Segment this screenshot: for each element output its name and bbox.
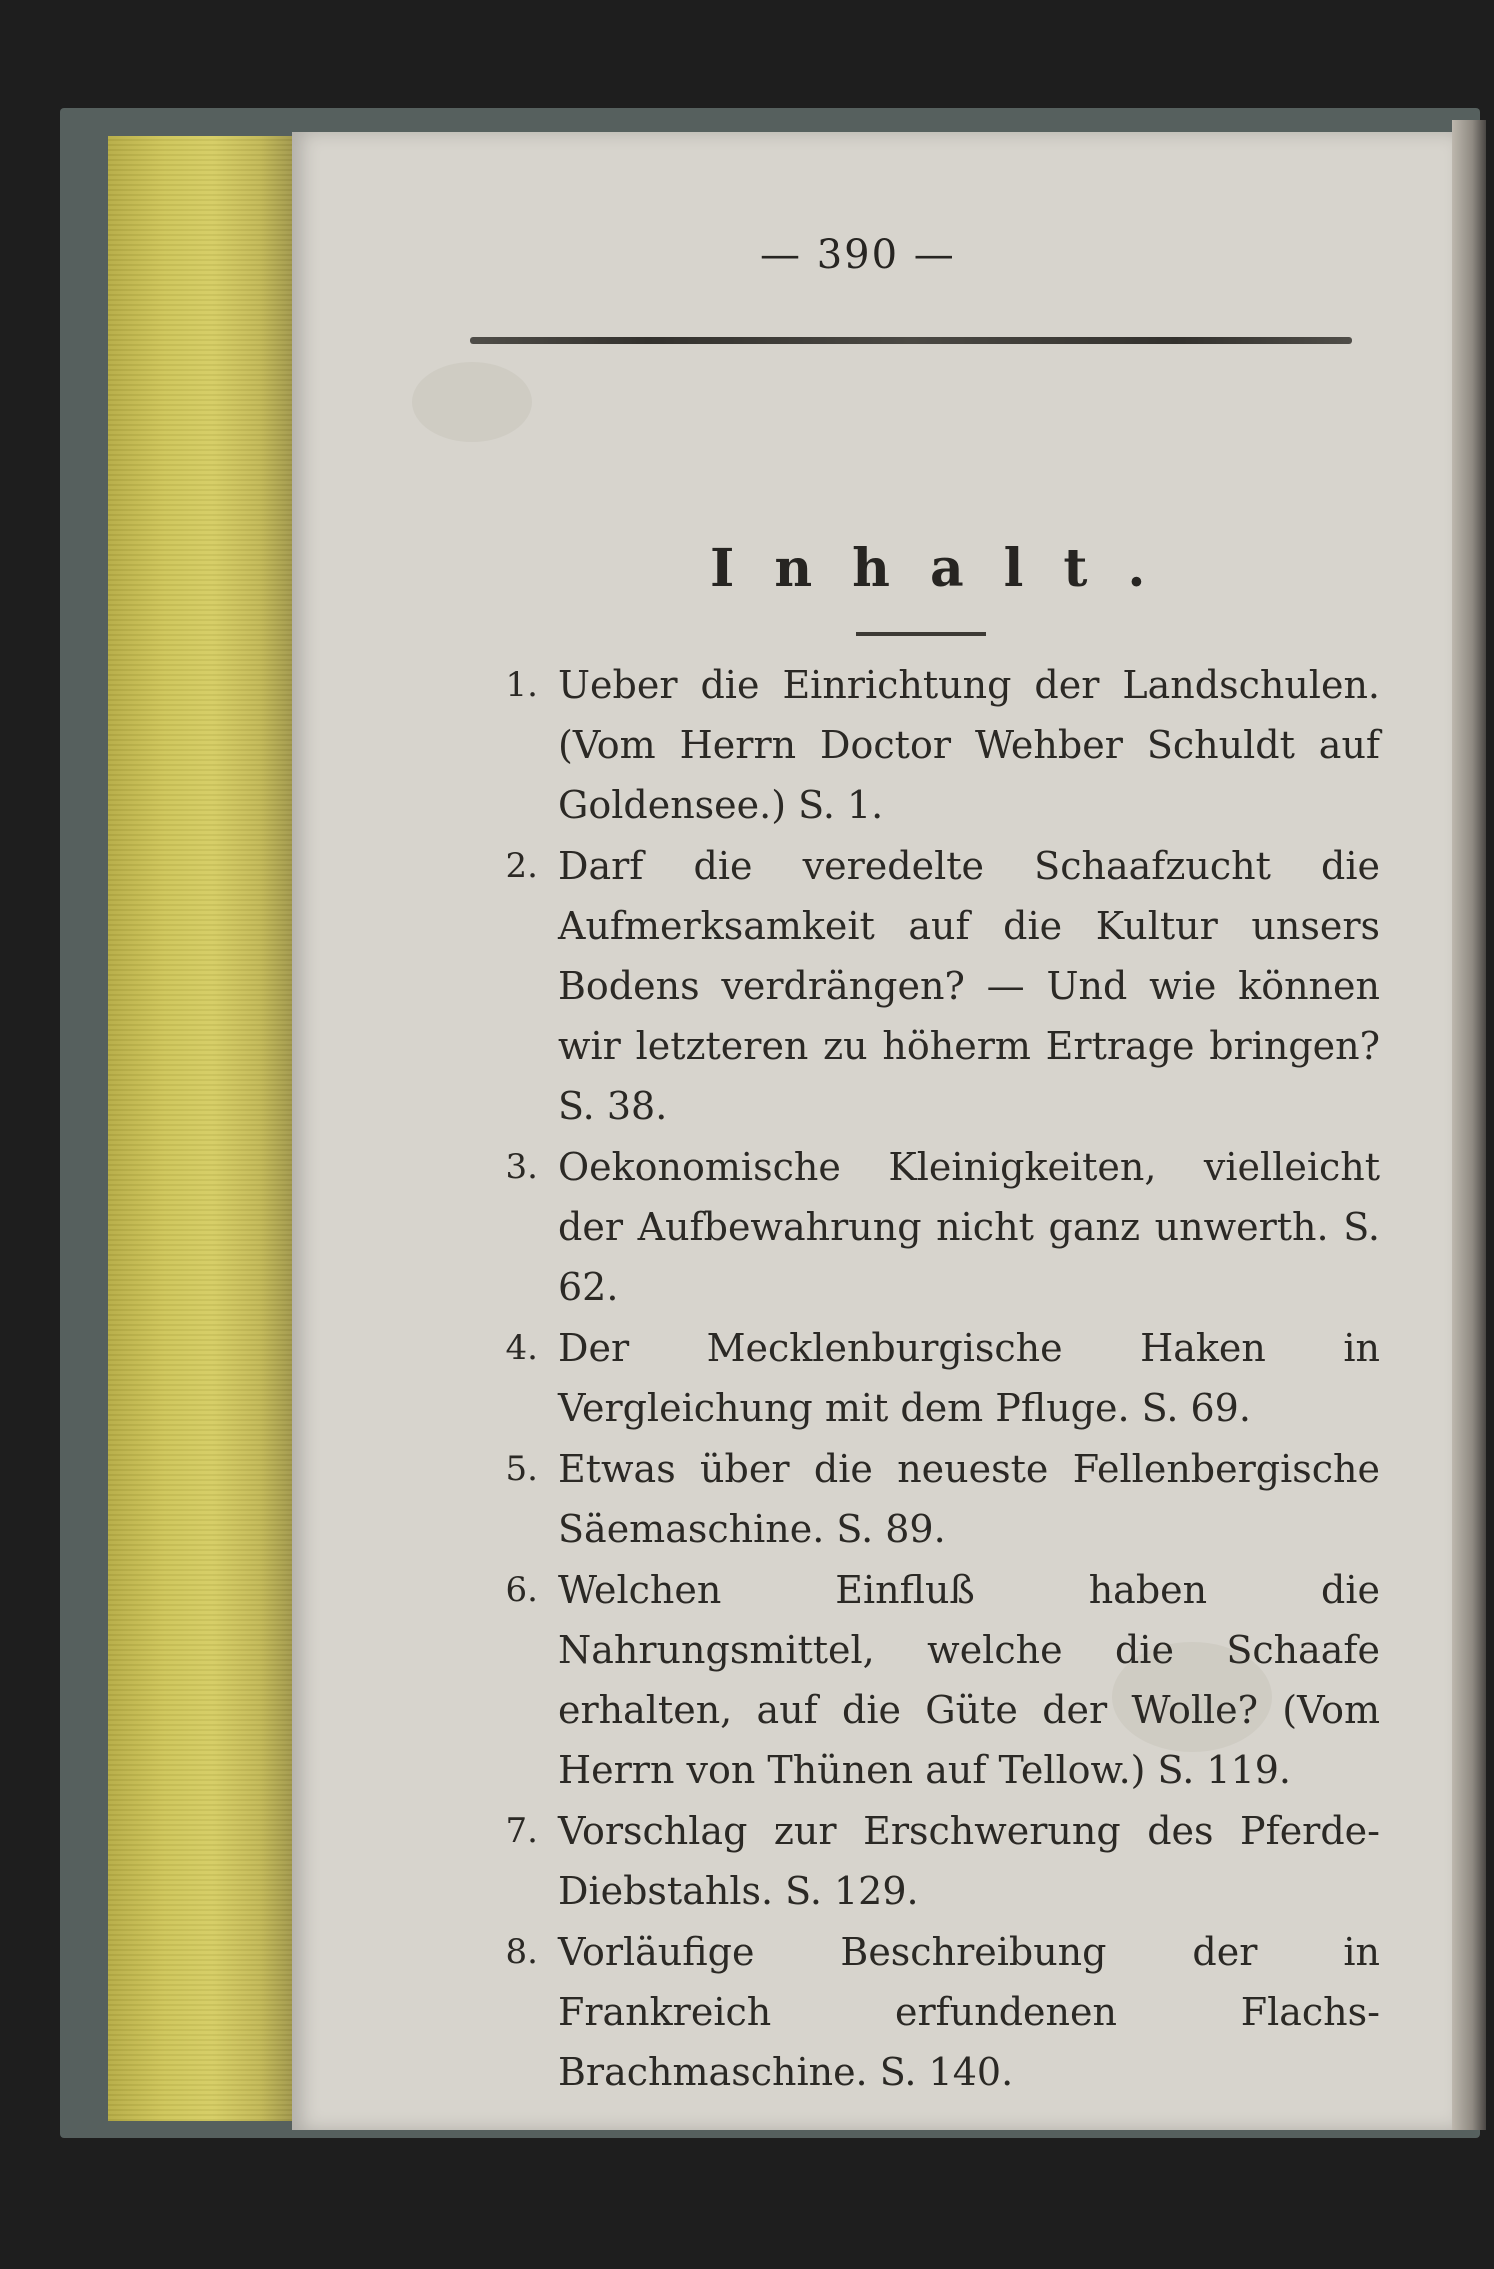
- facing-page-edge: [1452, 120, 1486, 2130]
- toc-entry-text: Vorschlag zur Erschwerung des Pferde-Diebstahls. S. 129.: [558, 1809, 1380, 1913]
- page-number: — 390 —: [760, 232, 956, 278]
- toc-entry-text: Oekonomische Kleinigkeiten, vielleicht der Aufbewahrung nicht ganz unwerth. S. 62.: [558, 1145, 1380, 1309]
- paper-stain: [412, 362, 532, 442]
- toc-entry: [490, 1439, 1380, 1559]
- table-of-contents: [490, 655, 1380, 2103]
- toc-entry: [490, 655, 1380, 835]
- toc-entry-number: 6.: [505, 1570, 538, 1610]
- toc-entry: [490, 1560, 1380, 1800]
- toc-entry: [490, 1801, 1380, 1921]
- toc-entry-number: 8.: [505, 1932, 538, 1972]
- toc-entry: [490, 1318, 1380, 1438]
- toc-entry-number: 5.: [505, 1449, 538, 1489]
- toc-entry-number: 7.: [505, 1811, 538, 1851]
- toc-entry-text: Ueber die Einrichtung der Landschulen. (Vom Herrn Doctor Wehber Schuldt auf Goldensee.) S. 1.: [558, 663, 1380, 827]
- toc-entry: [490, 1922, 1380, 2102]
- toc-entry-number: 2.: [505, 846, 538, 886]
- toc-entry-text: Der Mecklenburgische Haken in Vergleichung mit dem Pfluge. S. 69.: [558, 1326, 1380, 1430]
- toc-entry-text: Vorläufige Beschreibung der in Frankreich erfundenen Flachs-Brachmaschine. S. 140.: [558, 1930, 1380, 2094]
- toc-entry-number: 4.: [505, 1328, 538, 1368]
- page-edges: [108, 136, 298, 2121]
- toc-entry-text: Darf die veredelte Schaafzucht die Aufmerksamkeit auf die Kultur unsers Bodens verdrängen? — Und wie können wir letzteren zu höherm Ertrage bringen? S. 38.: [558, 844, 1380, 1128]
- toc-entry-number: 1.: [505, 665, 538, 705]
- toc-entry: [490, 1137, 1380, 1317]
- toc-entry: [490, 836, 1380, 1136]
- toc-entry-text: Etwas über die neueste Fellenbergische Säemaschine. S. 89.: [558, 1447, 1380, 1551]
- toc-entry-number: 3.: [505, 1147, 538, 1187]
- contents-heading: Inhalt.: [710, 538, 1186, 599]
- heading-divider: [856, 632, 986, 636]
- ornamental-rule: [470, 337, 1352, 344]
- toc-entry-text: Welchen Einfluß haben die Nahrungsmittel, welche die Schaafe erhalten, auf die Güte der Wolle? (Vom Herrn von Thünen auf Tellow.) S. 119.: [558, 1568, 1380, 1792]
